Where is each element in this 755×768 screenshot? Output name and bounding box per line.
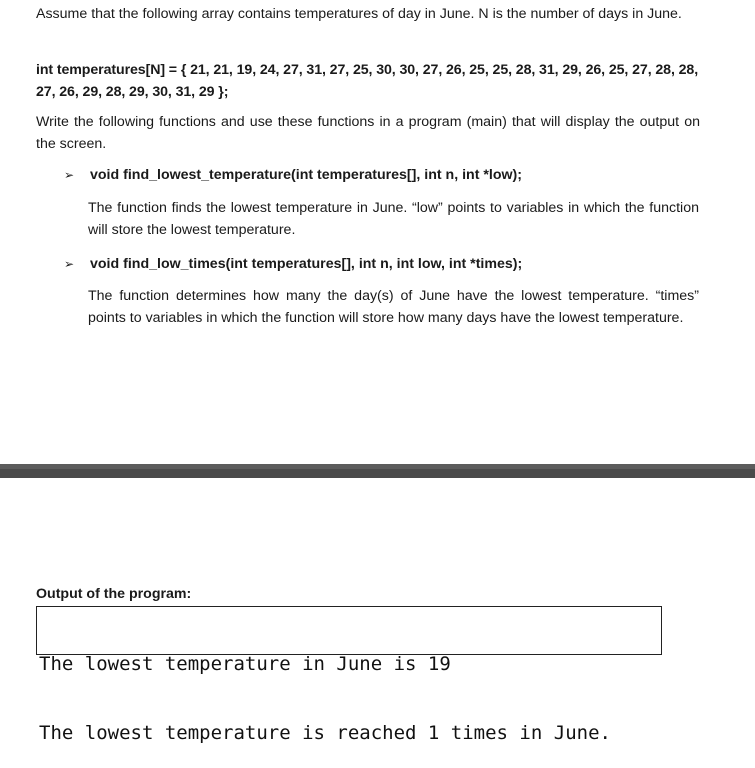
- console-line: The lowest temperature is reached 1 times in June.: [39, 722, 611, 744]
- arrow-bullet-icon: ➢: [64, 168, 75, 182]
- array-declaration: int temperatures[N] = { 21, 21, 19, 24, 27, 31, 27, 25, 30, 30, 27, 26, 25, 25, 28, 31, 29, 26, 25, 27, 28, 28, 27, 26, 29, 28, 29, 30, 31, 29 };: [36, 62, 699, 100]
- console-output: [36, 606, 662, 744]
- function-item-low-times: [64, 254, 704, 275]
- output-label: Output of the program:: [36, 586, 192, 602]
- page-divider: [0, 464, 755, 478]
- console-line: The lowest temperature in June is 19: [39, 653, 451, 675]
- function-description: The function finds the lowest temperature in June. “low” points to variables in which the function will store the lowest temperature.: [88, 200, 699, 238]
- function-signature: void find_lowest_temperature(int temperatures[], int n, int *low);: [90, 167, 522, 183]
- arrow-bullet-icon: ➢: [64, 257, 75, 271]
- task-paragraph: Write the following functions and use these functions in a program (main) that will display the output on the screen.: [36, 114, 700, 152]
- intro-paragraph: Assume that the following array contains temperatures of day in June. N is the number of days in June.: [36, 6, 682, 22]
- function-description: The function determines how many the day(s) of June have the lowest temperature. “times” points to variables in which the function will store how many days have the lowest temperature.: [88, 288, 699, 326]
- function-signature: void find_low_times(int temperatures[], int n, int low, int *times);: [90, 256, 523, 272]
- function-item-lowest-temperature: [64, 165, 704, 186]
